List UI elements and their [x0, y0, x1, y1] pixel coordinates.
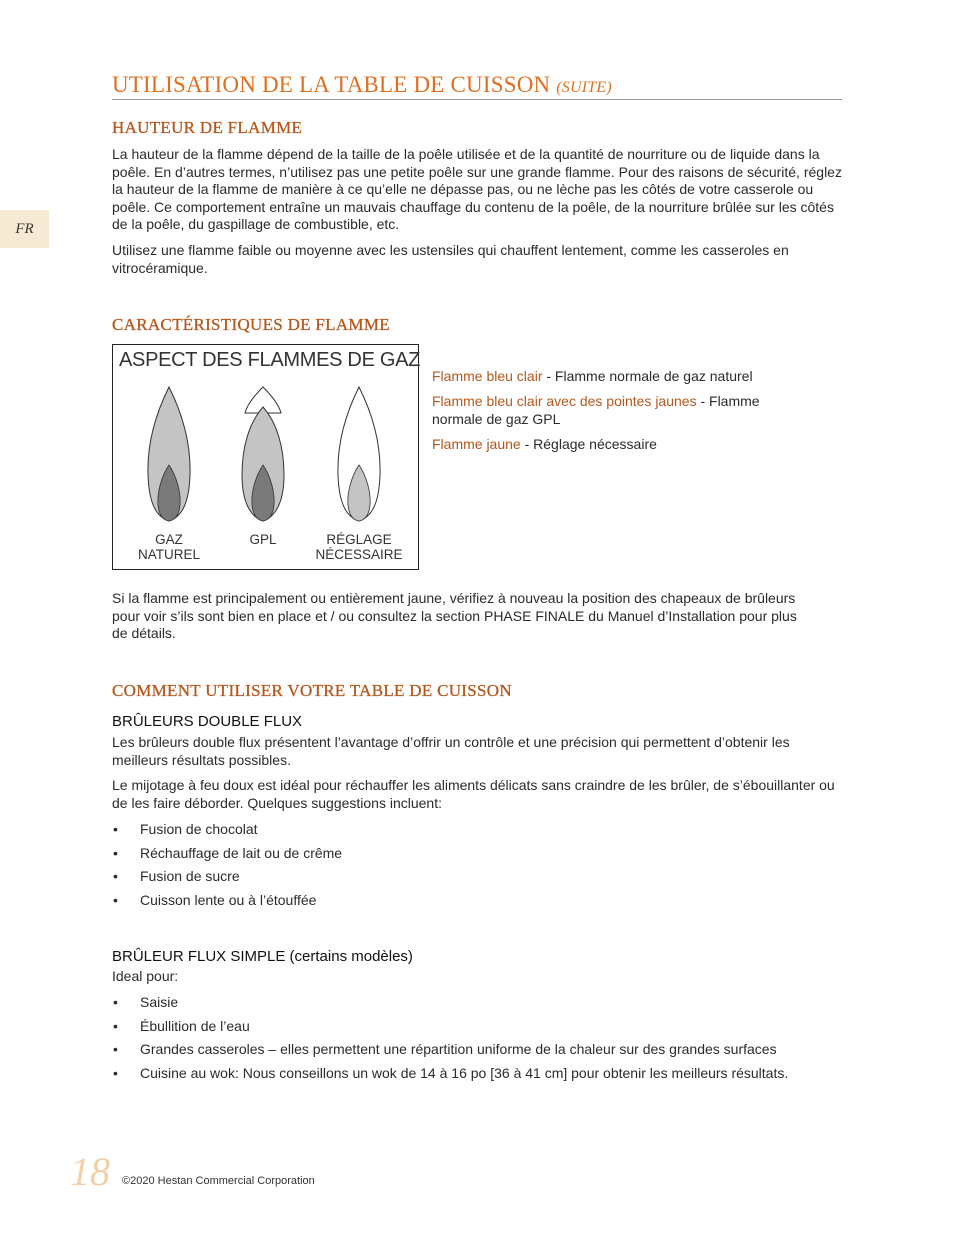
paragraph-dual-flow: Les brûleurs double flux présentent l’avantage d’offrir un contrôle et une précision qui permettent d’obtenir les meilleurs résultats possibles.: [112, 734, 790, 768]
page-title: [112, 72, 842, 100]
paragraph-ideal-for: Ideal pour:: [112, 968, 179, 984]
page-title-text: UTILISATION DE LA TABLE DE CUISSON: [112, 72, 551, 97]
language-tab: FR: [0, 210, 49, 248]
legend-desc: - Réglage nécessaire: [520, 436, 657, 452]
lpg-flame-icon: [242, 387, 284, 521]
paragraph-low-flame: Utilisez une flamme faible ou moyenne avec les ustensiles qui chauffent lentement, comme les casseroles en vitrocéramique.: [112, 242, 789, 276]
legend-desc: - Flamme normale de gaz naturel: [542, 368, 753, 384]
legend-item-yellow-tips: [432, 393, 792, 428]
yellow-flame-icon: [338, 387, 380, 521]
list-item: • Ébullition de l’eau: [112, 1018, 842, 1036]
page-title-suffix: (SUITE): [556, 79, 612, 96]
paragraph-flame-height: La hauteur de la flamme dépend de la taille de la poêle utilisée et de la quantité de nourriture ou de liquide dans la poêle. En d’autres termes, n’utilisez pas une petite poêle sur une grande flamme. Pour des raisons de sécurité, réglez la hauteur de la flamme de manière à ce qu’elle ne dépasse pas, ou ne lèche pas les côtés de votre casserole ou poêle. Ce comportement entraîne un mauvais chauffage du contenu de la poêle, de la nourriture brûlée sur les côtés de la poêle, du gaspillage de combustible, etc.: [112, 146, 842, 232]
page-number: 18: [70, 1149, 110, 1194]
legend-desc: - Flamme normale de gaz GPL: [432, 393, 760, 427]
flame-figure-title: ASPECT DES FLAMMES DE GAZ: [119, 349, 421, 371]
subheading-single-flow: BRÛLEUR FLUX SIMPLE (certains modèles): [112, 948, 413, 965]
legend-item-yellow: [432, 436, 792, 454]
list-item: • Réchauffage de lait ou de crême: [112, 845, 842, 863]
flame-figure: [112, 344, 419, 570]
section-heading-flame-characteristics: CARACTÉRISTIQUES DE FLAMME: [112, 315, 390, 334]
ideal-list: [112, 994, 842, 1082]
flame-label-natural-gas: GAZ NATUREL: [137, 532, 200, 562]
legend-term: Flamme bleu clair: [432, 368, 543, 384]
natural-gas-flame-icon: [148, 387, 190, 521]
section-heading-how-to-use: COMMENT UTILISER VOTRE TABLE DE CUISSON: [112, 681, 512, 700]
suggestions-list: [112, 821, 842, 909]
paragraph-simmer: Le mijotage à feu doux est idéal pour réchauffer les aliments délicats sans craindre de les brûler, de s’ébouillanter ou de les faire déborder. Quelques suggestions incluent:: [112, 777, 835, 811]
list-item: • Cuisson lente ou à l’étouffée: [112, 892, 842, 910]
section-heading-flame-height: HAUTEUR DE FLAMME: [112, 118, 303, 137]
flame-label-adjustment: RÉGLAGE NÉCESSAIRE: [315, 532, 403, 562]
list-item: • Saisie: [112, 994, 842, 1012]
list-item: • Cuisine au wok: Nous conseillons un wok de 14 à 16 po [36 à 41 cm] pour obtenir les meilleurs résultats.: [112, 1065, 842, 1083]
legend-item-light-blue: [432, 368, 792, 386]
list-item: • Fusion de chocolat: [112, 821, 842, 839]
copyright: ©2020 Hestan Commercial Corporation: [122, 1175, 315, 1187]
list-item: • Grandes casseroles – elles permettent une répartition uniforme de la chaleur sur des grandes surfaces: [112, 1041, 842, 1059]
paragraph-yellow-flame: Si la flamme est principalement ou entièrement jaune, vérifiez à nouveau la position des chapeaux de brûleurs pour voir s’ils sont bien en place et / ou consultez la section PHASE FINALE du Manuel d’Installation pour plus de détails.: [112, 590, 797, 641]
subheading-dual-flow: BRÛLEURS DOUBLE FLUX: [112, 713, 303, 730]
legend-term: Flamme jaune: [432, 436, 521, 452]
list-item: • Fusion de sucre: [112, 868, 842, 886]
legend-term: Flamme bleu clair avec des pointes jaunes: [432, 393, 697, 409]
flame-label-lpg: GPL: [249, 532, 277, 547]
